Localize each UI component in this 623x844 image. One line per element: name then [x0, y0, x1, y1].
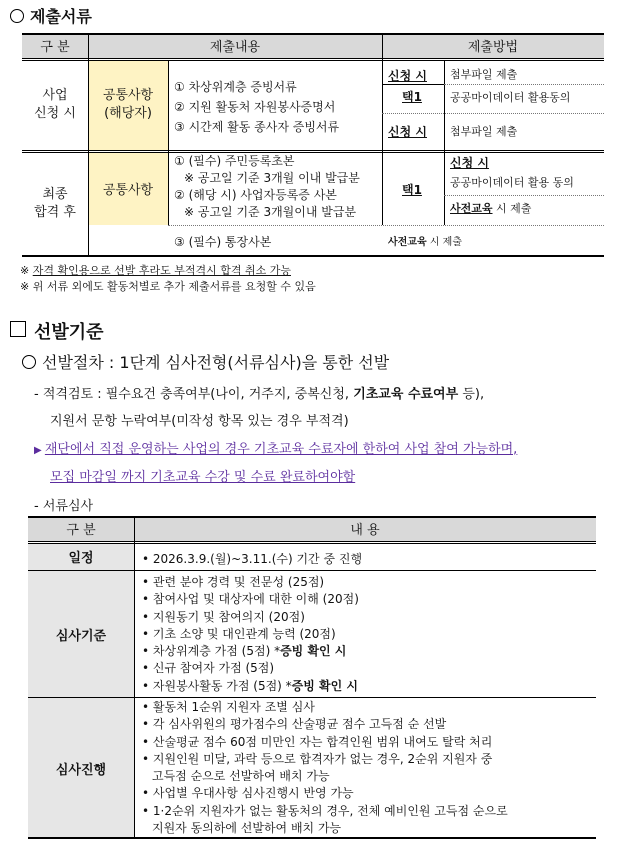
t2-row-process: 심사진행	[55, 763, 107, 778]
procedure-line-3: ▶ 재단에서 직접 운영하는 사업의 경우 기초교육 수료자에 한하여 사업 참여 가능하며,	[34, 442, 518, 457]
procedure-title: 선발절차 : 1단계 심사전형(서류심사)을 통한 선발	[22, 350, 389, 373]
t2-criteria-list: • 관련 분야 경력 및 전문성 (25점) • 참여사업 및 대상자에 대한 이해 (20점) • 지원동기 및 참여의지 (20점) • 기초 소양 및 대인관계 능력 (20점) • 차상위계층 가점 (5점) *증빙 확인 시 • 신규 참여자 가점 (5점) • 자원봉사활동 가점 (5점) *증빙 확인 시	[142, 575, 359, 693]
header-content: 제출내용	[209, 40, 261, 55]
final-method-c: 사전교육 시 제출	[388, 237, 462, 248]
t2-process-list: • 활동처 1순위 지원자 조별 심사 • 각 심사위원의 평가점수의 산술평균 점수 고득점 순 선발 • 산술평균 점수 60점 미만인 자는 합격인원 범위 내여도 탈락 처리 • 지원인원 미달, 과락 등으로 합격자가 없는 경우, 2순위 지원자 중 고득점 순으로 선발하여 배치 가능 • 사업별 우대사항 심사진행시 반영 가능 • 1·2순위 지원자가 없는 활동처의 경우, 전체 예비인원 고득점 순으로 지원자 동의하에 선발하여 배치 가능	[142, 700, 508, 836]
header-method: 제출방법	[467, 40, 519, 55]
t2-row-schedule: 일정	[68, 551, 94, 566]
circle-bullet-icon-2	[22, 355, 36, 369]
t2-row-criteria: 심사기준	[55, 629, 107, 644]
row-apply-label: 사업 신청 시	[34, 88, 76, 121]
row-final-label: 최종 합격 후	[34, 186, 76, 220]
header-gubun: 구 분	[40, 40, 70, 55]
note-1: ※ 자격 확인용으로 선발 후라도 부적격시 합격 취소 가능	[20, 264, 291, 277]
section-title-documents: 제출서류	[10, 4, 92, 27]
procedure-line-2: 지원서 문항 누락여부(미작성 항목 있는 경우 부적격)	[50, 414, 349, 429]
procedure-line-1: - 적격검토 : 필수요건 충족여부(나이, 거주지, 중복신청, 기초교육 수료여부 등),	[34, 387, 485, 402]
square-bullet-icon	[10, 321, 26, 337]
final-choose: 택1	[402, 183, 422, 197]
final-method-b: 사전교육 시 제출	[450, 202, 532, 215]
final-method-a2: 공공마이데이터 활용 동의	[450, 176, 574, 189]
apply-opt-mydata: 공공마이데이터 활용동의	[450, 91, 571, 104]
apply-opt-attach: 첨부파일 제출	[450, 68, 518, 81]
row-final-item3: ③ (필수) 통장사본	[174, 235, 272, 249]
row-apply-common: 공통사항 (해당자)	[102, 88, 154, 121]
row-final-common: 공통사항	[102, 183, 154, 198]
t2-header-content: 내 용	[350, 523, 380, 538]
screening-table	[28, 516, 596, 838]
section-title-selection: 선발기준	[34, 322, 104, 343]
row-final-items: ① (필수) 주민등록초본 ※ 공고일 기준 3개월 이내 발급분 ② (해당 시) 사업자등록증 사본 ※ 공고일 기준 3개월이내 발급분	[174, 154, 360, 219]
t2-schedule-value: • 2026.3.9.(월)~3.11.(수) 기간 중 진행	[142, 552, 363, 566]
triangle-bullet-icon: ▶	[34, 445, 45, 456]
apply-method-2: 신청 시	[388, 125, 427, 139]
apply-opt-attach-2: 첨부파일 제출	[450, 125, 518, 138]
row-apply-items: ① 차상위계층 증빙서류 ② 지원 활동처 자원봉사증명서 ③ 시간제 활동 종사자 증빙서류	[174, 80, 340, 134]
procedure-line-4: 모집 마감일 까지 기초교육 수강 및 수료 완료하여야함	[50, 470, 356, 485]
final-method-a: 신청 시	[450, 156, 489, 170]
documents-table	[22, 33, 604, 257]
procedure-line-5: - 서류심사	[34, 499, 94, 514]
note-2: ※ 위 서류 외에도 활동처별로 추가 제출서류를 요청할 수 있음	[20, 280, 316, 293]
t2-header-gubun: 구 분	[66, 523, 96, 538]
apply-method-1a: 신청 시	[388, 69, 427, 83]
circle-bullet-icon	[10, 9, 24, 23]
apply-method-1b: 택1	[402, 90, 422, 104]
